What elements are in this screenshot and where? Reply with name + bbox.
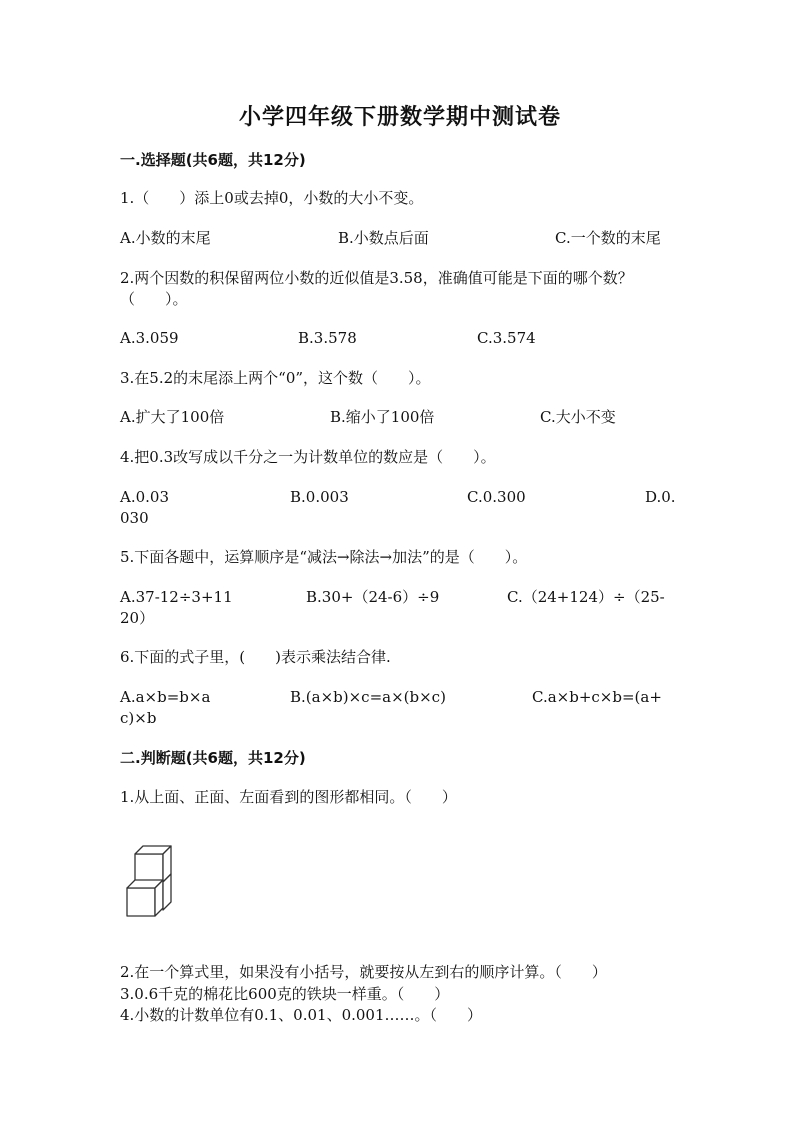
question-5-option-c-cont: 20） [120, 609, 155, 627]
judgment-4: 4.小数的计数单位有0.1、0.01、0.001……。（ ） [120, 1006, 483, 1024]
question-2-option-b: B.3.578 [298, 329, 357, 347]
question-4-stem: 4.把0.3改写成以千分之一为计数单位的数应是（ ）。 [120, 448, 496, 466]
judgment-2: 2.在一个算式里，如果没有小括号，就要按从左到右的顺序计算。（ ） [120, 963, 607, 981]
question-6-option-a: A.a×b=b×a [120, 688, 211, 706]
question-5-option-b: B.30+（24-6）÷9 [306, 588, 440, 606]
question-5-stem: 5.下面各题中，运算顺序是“减法→除法→加法”的是（ ）。 [120, 548, 528, 566]
question-2-option-c: C.3.574 [477, 329, 536, 347]
question-2-option-a: A.3.059 [120, 329, 179, 347]
question-4-option-b: B.0.003 [290, 488, 349, 506]
question-3-option-c: C.大小不变 [540, 408, 616, 426]
question-3-stem: 3.在5.2的末尾添上两个“0”，这个数（ ）。 [120, 369, 431, 387]
cube-figure [125, 842, 177, 920]
question-6-stem: 6.下面的式子里，( )表示乘法结合律. [120, 648, 391, 666]
question-1-option-c: C.一个数的末尾 [555, 229, 661, 247]
section-heading-choice: 一.选择题(共6题，共12分) [120, 151, 306, 169]
page-title: 小学四年级下册数学期中测试卷 [238, 105, 561, 130]
question-3-option-b: B.缩小了100倍 [330, 408, 435, 426]
question-1-option-a: A.小数的末尾 [120, 229, 211, 247]
question-4-option-d-cont: 030 [120, 509, 149, 527]
question-3-option-a: A.扩大了100倍 [120, 408, 225, 426]
question-2-stem: 2.两个因数的积保留两位小数的近似值是3.58，准确值可能是下面的哪个数？ [120, 269, 633, 287]
question-4-option-a: A.0.03 [120, 488, 169, 506]
question-2-stem-cont: （ ）。 [120, 290, 188, 308]
question-4-option-c: C.0.300 [467, 488, 526, 506]
question-1-option-b: B.小数点后面 [338, 229, 429, 247]
question-6-option-c-cont: c)×b [120, 709, 157, 727]
question-1-stem: 1.（ ）添上0或去掉0，小数的大小不变。 [120, 189, 424, 207]
judgment-3: 3.0.6千克的棉花比600克的铁块一样重。（ ） [120, 985, 450, 1003]
question-6-option-b: B.(a×b)×c=a×(b×c) [290, 688, 446, 706]
question-5-option-a: A.37-12÷3+11 [120, 588, 233, 606]
question-6-option-c: C.a×b+c×b=(a+ [532, 688, 662, 706]
judgment-1: 1.从上面、正面、左面看到的图形都相同。（ ） [120, 788, 457, 806]
question-4-option-d: D.0. [645, 488, 676, 506]
section-heading-judgment: 二.判断题(共6题，共12分) [120, 749, 306, 767]
question-5-option-c: C.（24+124）÷（25- [507, 588, 665, 606]
